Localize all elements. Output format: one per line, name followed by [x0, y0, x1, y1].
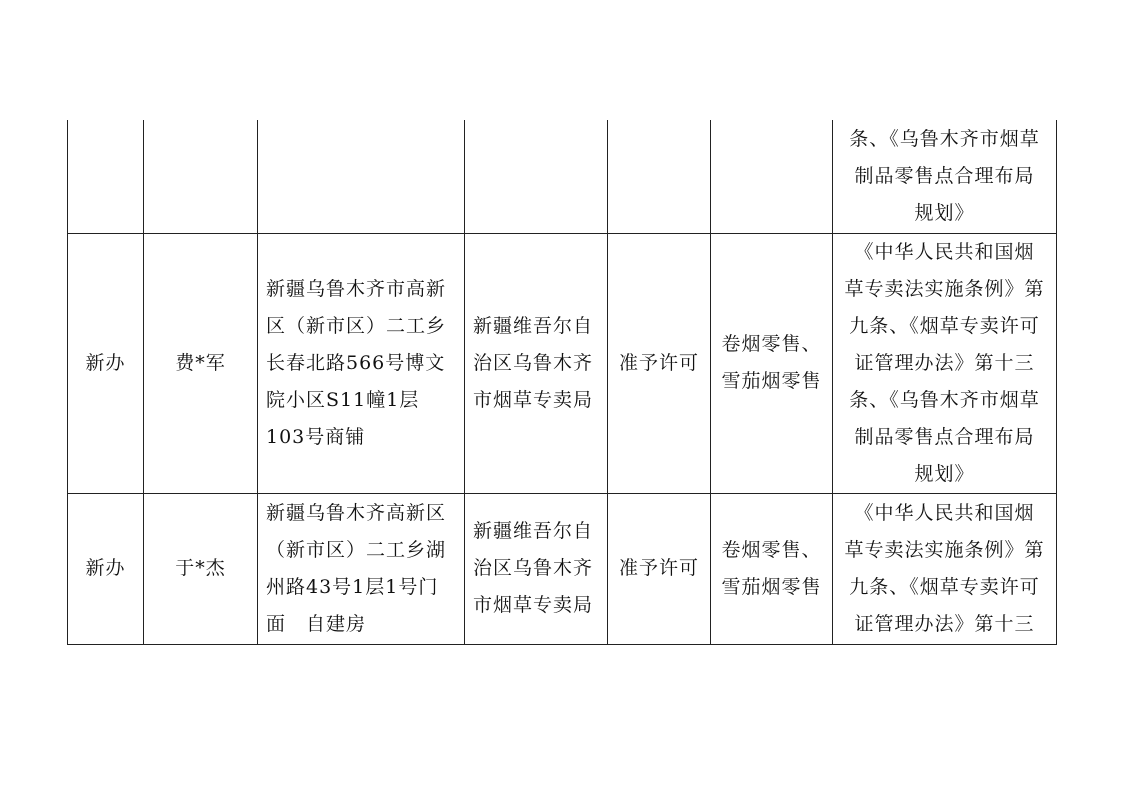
table-row	[68, 493, 1057, 644]
scope-cell: 卷烟零售、 雪茄烟零售	[711, 233, 833, 493]
basis-cell: 条、《乌鲁木齐市烟草 制品零售点合理布局 规划》	[833, 120, 1057, 233]
type-cell: 新办	[68, 233, 144, 493]
scope-cell	[711, 120, 833, 233]
decision-cell	[608, 120, 711, 233]
table-row	[68, 120, 1057, 233]
decision-cell: 准予许可	[608, 233, 711, 493]
type-cell	[68, 120, 144, 233]
scope-cell: 卷烟零售、 雪茄烟零售	[711, 493, 833, 644]
authority-cell	[465, 120, 608, 233]
basis-cell: 《中华人民共和国烟 草专卖法实施条例》第 九条、《烟草专卖许可 证管理办法》第十三 条、《乌鲁木齐市烟草 制品零售点合理布局 规划》	[833, 233, 1057, 493]
type-cell: 新办	[68, 493, 144, 644]
address-cell: 新疆乌鲁木齐市高新 区（新市区）二工乡 长春北路566号博文 院小区S11幢1层 103号商铺	[258, 233, 465, 493]
name-cell: 费*军	[144, 233, 258, 493]
name-cell	[144, 120, 258, 233]
address-cell: 新疆乌鲁木齐高新区 （新市区）二工乡湖 州路43号1层1号门 面 自建房	[258, 493, 465, 644]
authority-cell: 新疆维吾尔自 治区乌鲁木齐 市烟草专卖局	[465, 493, 608, 644]
authority-cell: 新疆维吾尔自 治区乌鲁木齐 市烟草专卖局	[465, 233, 608, 493]
decision-cell: 准予许可	[608, 493, 711, 644]
name-cell: 于*杰	[144, 493, 258, 644]
basis-cell: 《中华人民共和国烟 草专卖法实施条例》第 九条、《烟草专卖许可 证管理办法》第十三	[833, 493, 1057, 644]
table-row	[68, 233, 1057, 493]
address-cell	[258, 120, 465, 233]
license-table	[67, 120, 1057, 645]
